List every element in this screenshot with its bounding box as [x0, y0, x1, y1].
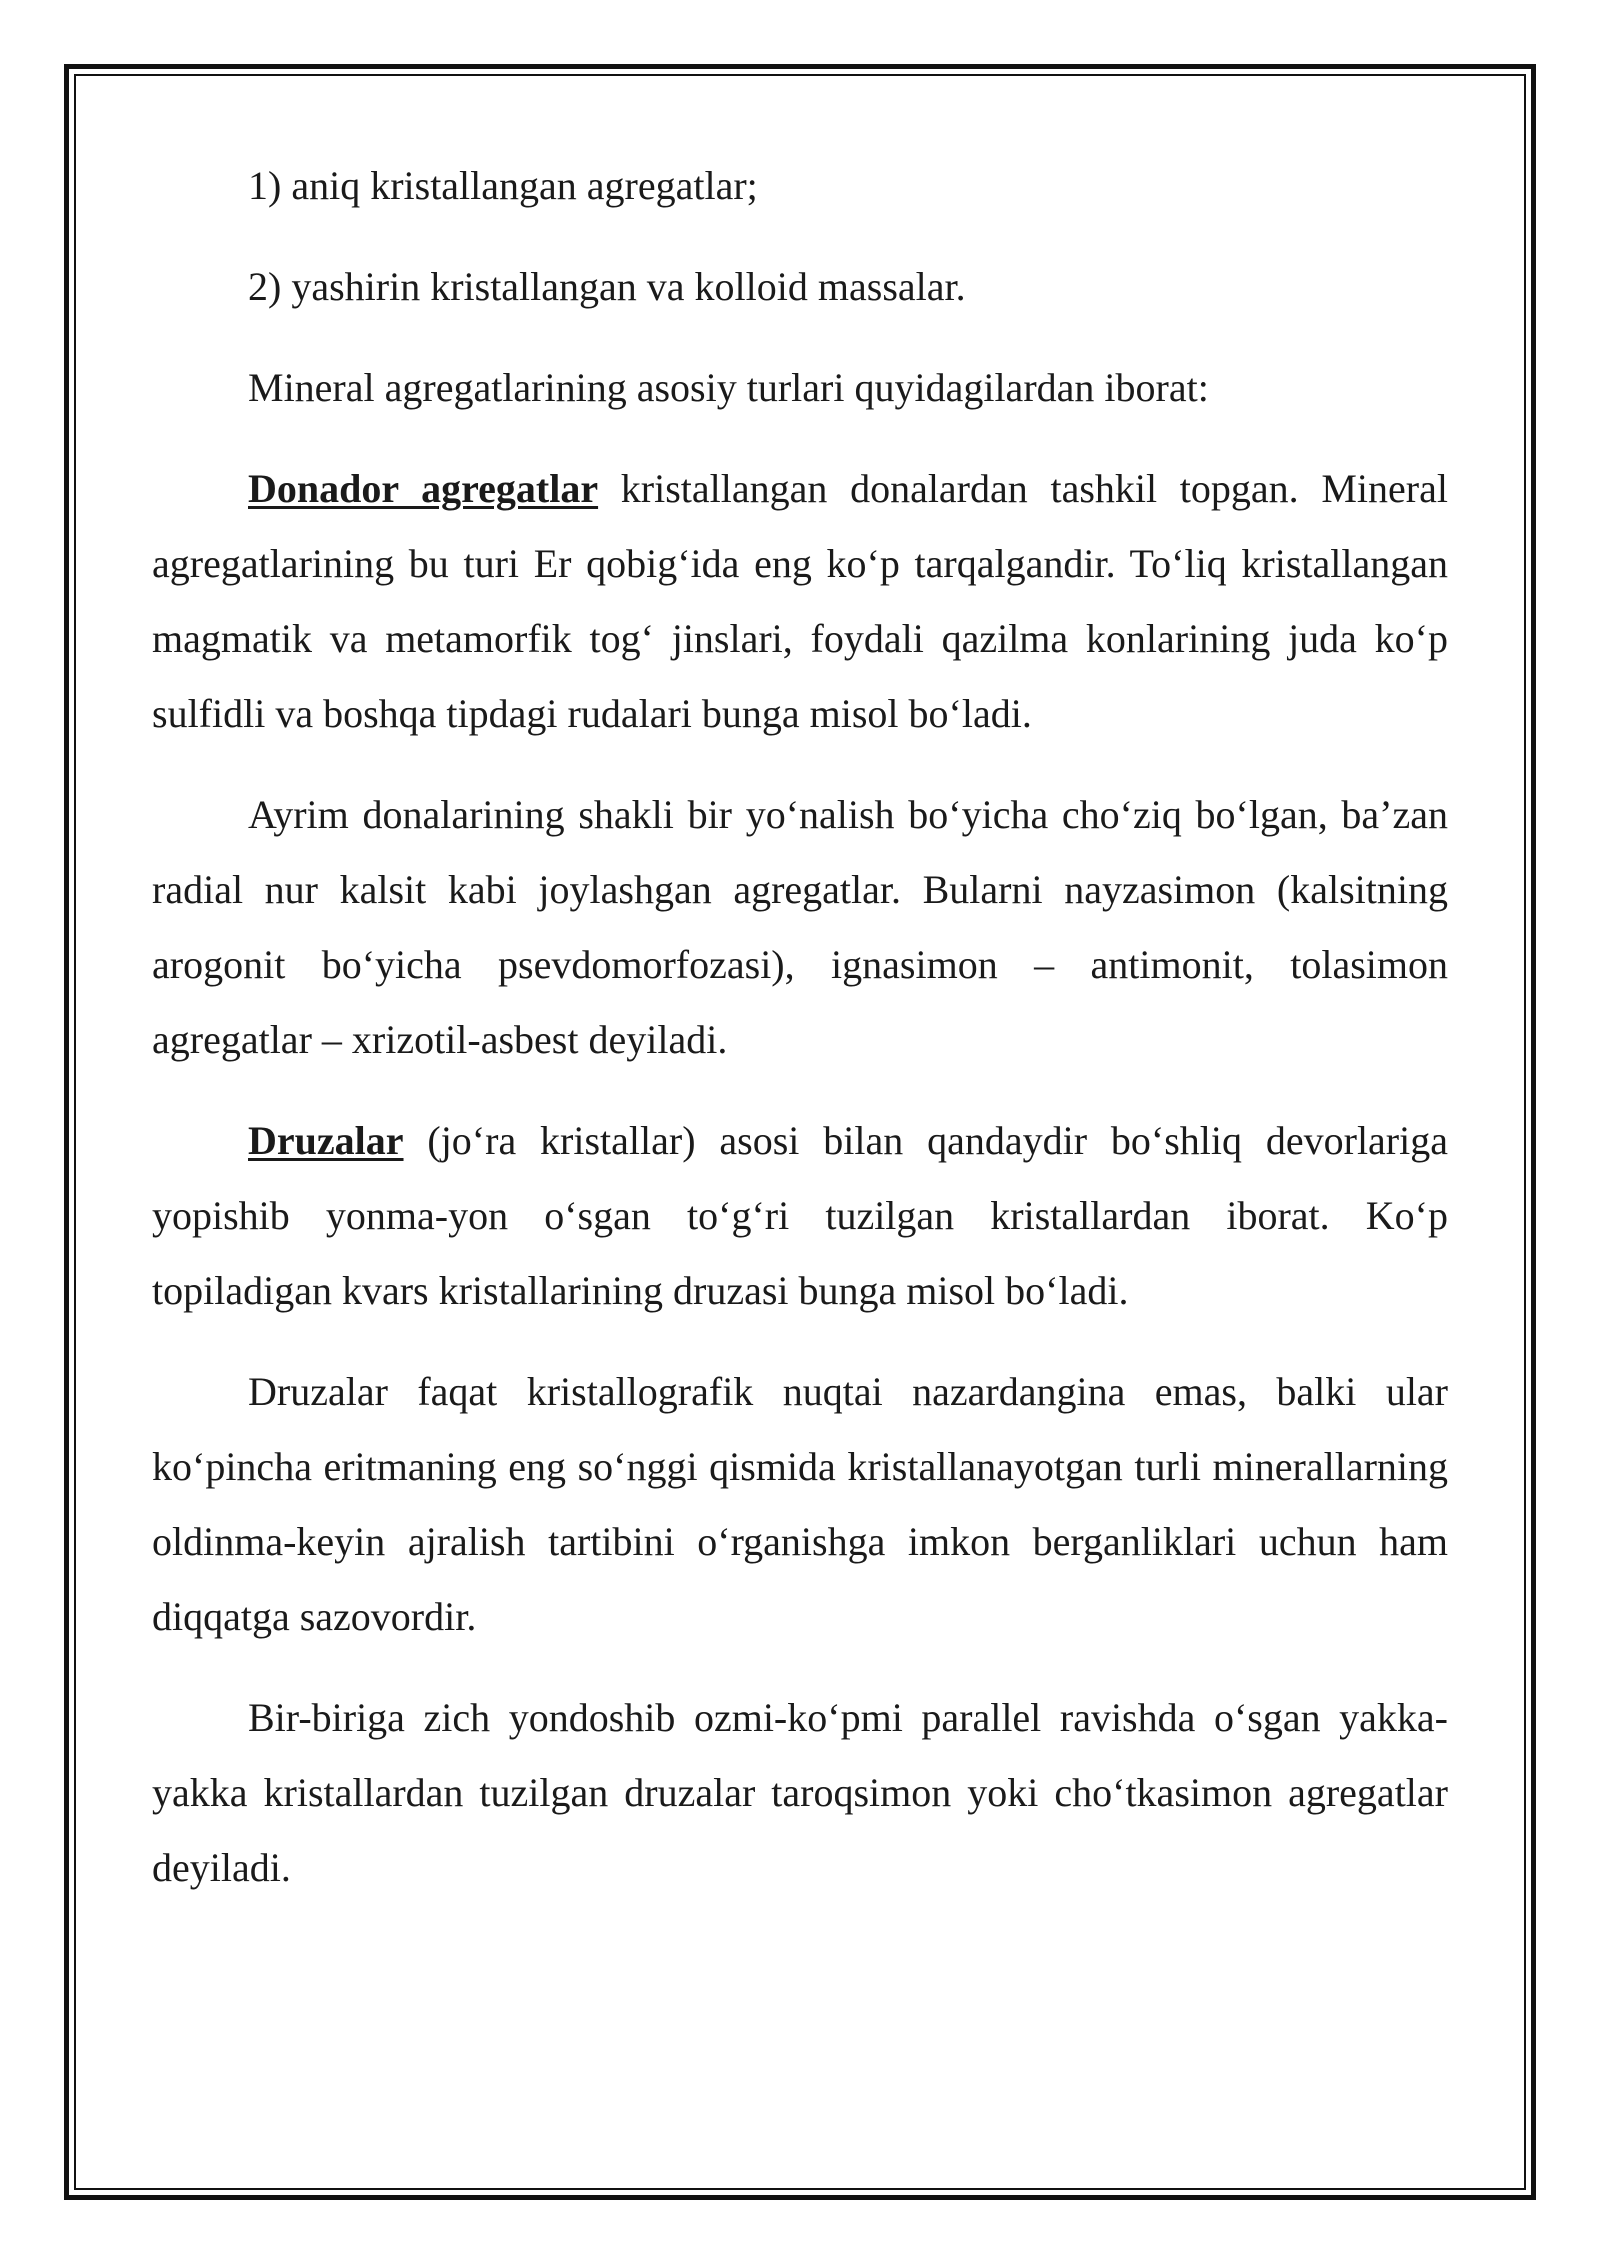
shape-paragraph	[152, 777, 1448, 1077]
list-item-1	[152, 148, 1448, 223]
intro-paragraph	[152, 350, 1448, 425]
donador-paragraph	[152, 451, 1448, 751]
term-druzalar: Druzalar	[248, 1118, 404, 1163]
comb-aggregates-paragraph	[152, 1680, 1448, 1905]
paragraph-text: 2) yashirin kristallangan va kolloid massalar.	[248, 264, 966, 309]
paragraph-text: Mineral agregatlarining asosiy turlari quyidagilardan iborat:	[248, 365, 1209, 410]
paragraph-text: Ayrim donalarining shakli bir yo‘nalish bo‘yicha cho‘ziq bo‘lgan, ba’zan radial nur kalsit kabi joylashgan agregatlar. Bularni nayzasimon (kalsitning arogonit bo‘yicha psevdomorfozasi), ignasimon – antimonit, tolasimon agregatlar – xrizotil-asbest deyiladi.	[152, 792, 1448, 1062]
document-body	[152, 148, 1448, 1931]
paragraph-text: kristallangan donalardan tashkil topgan. Mineral agregatlarining bu turi Er qobig‘ida eng ko‘p tarqalgandir. To‘liq kristallangan magmatik va metamorfik tog‘ jinslari, foydali qazilma konlarining juda ko‘p sulfidli va boshqa tipdagi rudalari bunga misol bo‘ladi.	[152, 466, 1448, 736]
paragraph-text: (jo‘ra kristallar) asosi bilan qandaydir bo‘shliq devorlariga yopishib yonma-yon o‘sgan to‘g‘ri tuzilgan kristallardan iborat. Ko‘p topiladigan kvars kristallarining druzasi bunga misol bo‘ladi.	[152, 1118, 1448, 1313]
druzalar-importance-paragraph	[152, 1354, 1448, 1654]
term-donador-agregatlar: Donador agregatlar	[248, 466, 599, 511]
druzalar-paragraph	[152, 1103, 1448, 1328]
paragraph-text: Bir-biriga zich yondoshib ozmi-ko‘pmi parallel ravishda o‘sgan yakka-yakka kristallardan tuzilgan druzalar taroqsimon yoki cho‘tkasimon agregatlar deyiladi.	[152, 1695, 1448, 1890]
paragraph-text: Druzalar faqat kristallografik nuqtai nazardangina emas, balki ular ko‘pincha eritmaning eng so‘nggi qismida kristallanayotgan turli minerallarning oldinma-keyin ajralish tartibini o‘rganishga imkon berganliklari uchun ham diqqatga sazovordir.	[152, 1369, 1448, 1639]
paragraph-text: 1) aniq kristallangan agregatlar;	[248, 163, 758, 208]
list-item-2	[152, 249, 1448, 324]
